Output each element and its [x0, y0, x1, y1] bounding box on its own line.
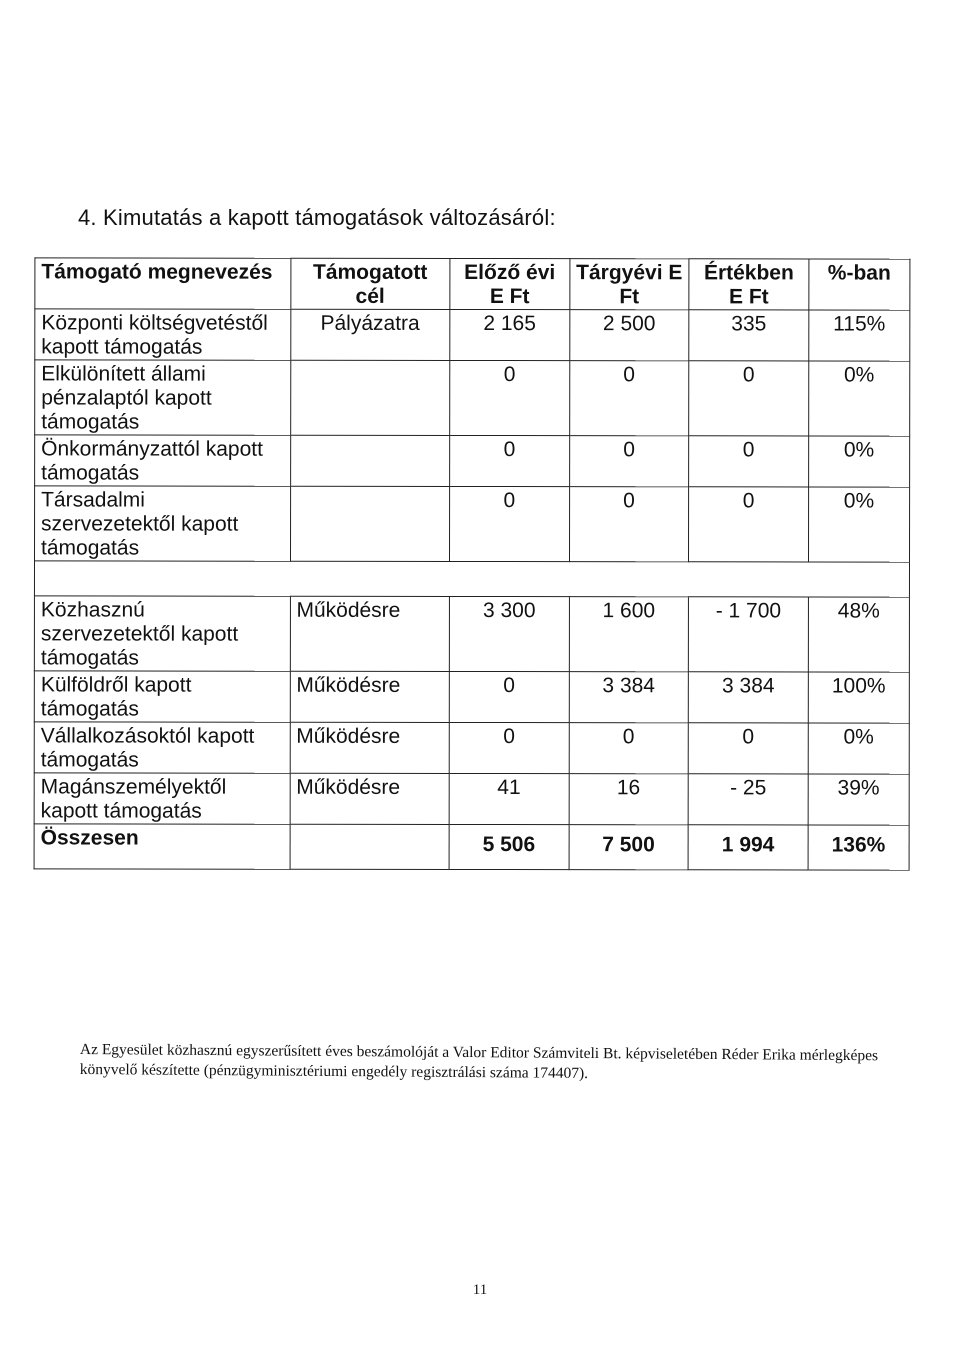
row-previous: 2 165 — [450, 309, 570, 360]
row-supporter: Magánszemélyektől kapott támogatás — [34, 773, 290, 824]
row-goal: Működésre — [290, 671, 450, 722]
header-goal: Támogatott cél — [290, 258, 450, 309]
row-percent: 0% — [808, 361, 909, 436]
row-goal: Működésre — [290, 596, 450, 671]
row-percent: 0% — [808, 723, 909, 774]
row-difference: 3 384 — [688, 672, 808, 723]
table-row — [34, 596, 909, 672]
page-title: 4. Kimutatás a kapott támogatások változásáról: — [78, 205, 556, 230]
row-supporter: Vállalkozásoktól kapott támogatás — [34, 722, 290, 773]
row-goal — [290, 486, 450, 561]
table-row — [34, 773, 909, 825]
row-current: 0 — [569, 361, 689, 436]
row-percent: 39% — [808, 774, 909, 825]
row-current: 16 — [569, 774, 689, 825]
row-difference: - 25 — [688, 774, 808, 825]
table-row — [35, 360, 910, 436]
row-supporter: Közhasznú szervezetektől kapott támogatás — [34, 596, 290, 671]
row-percent: 48% — [808, 597, 909, 672]
row-difference: 0 — [689, 487, 809, 562]
row-current: 0 — [569, 723, 689, 774]
row-supporter: Központi költségvetéstől kapott támogatás — [35, 309, 291, 360]
row-previous: 0 — [450, 435, 570, 486]
row-current: 2 500 — [569, 310, 689, 361]
total-label: Összesen — [34, 824, 290, 869]
row-supporter: Elkülönített állami pénzalaptól kapott támogatás — [35, 360, 291, 435]
row-supporter: Önkormányzattól kapott támogatás — [35, 435, 291, 486]
preparer-footnote: Az Egyesület közhasznú egyszerűsített éves beszámolóját a Valor Editor Számviteli Bt. képviseletében Réder Erika mérlegképes könyvelő készítette (pénzügyminisztériumi engedély regisztrálási száma 174407). — [79, 1041, 879, 1082]
total-previous: 5 506 — [449, 824, 569, 869]
table-row — [34, 671, 909, 723]
row-difference: 0 — [688, 723, 808, 774]
row-supporter: Társadalmi szervezetektől kapott támogatás — [35, 486, 291, 561]
row-previous: 0 — [450, 360, 570, 435]
row-previous: 41 — [449, 773, 569, 824]
header-current-year: Tárgyévi E Ft — [569, 259, 689, 310]
row-current: 0 — [569, 436, 689, 487]
row-previous: 0 — [449, 671, 569, 722]
support-change-table — [34, 257, 911, 870]
total-row — [34, 824, 909, 870]
table-spacer-row — [34, 561, 909, 597]
row-percent: 115% — [809, 310, 910, 361]
header-previous-year: Előző évi E Ft — [450, 258, 570, 309]
row-supporter: Külföldről kapott támogatás — [34, 671, 290, 722]
table-row — [35, 435, 910, 487]
header-supporter: Támogató megnevezés — [35, 258, 291, 309]
spacer-cell — [34, 561, 909, 597]
total-goal — [290, 824, 450, 869]
row-difference: 335 — [689, 310, 809, 361]
row-current: 0 — [569, 487, 689, 562]
row-percent: 0% — [808, 436, 909, 487]
row-difference: 0 — [689, 361, 809, 436]
row-percent: 100% — [808, 672, 909, 723]
table-row — [34, 722, 909, 774]
total-difference: 1 994 — [688, 825, 808, 870]
row-previous: 3 300 — [449, 596, 569, 671]
total-current: 7 500 — [569, 825, 689, 870]
row-difference: 0 — [689, 436, 809, 487]
row-current: 1 600 — [569, 597, 689, 672]
row-percent: 0% — [808, 487, 909, 562]
table-row — [35, 486, 910, 562]
header-value-change: Értékben E Ft — [689, 259, 809, 310]
page-number: 11 — [472, 1282, 488, 1298]
row-goal: Pályázatra — [290, 309, 450, 360]
header-percent: %-ban — [809, 259, 910, 310]
total-percent: 136% — [808, 825, 909, 870]
row-difference: - 1 700 — [689, 597, 809, 672]
row-goal: Működésre — [290, 722, 450, 773]
table-header-row — [35, 258, 910, 310]
row-goal: Működésre — [290, 773, 450, 824]
row-previous: 0 — [450, 486, 570, 561]
row-goal — [290, 360, 450, 435]
row-goal — [290, 435, 450, 486]
table-row — [35, 309, 910, 361]
row-current: 3 384 — [569, 672, 689, 723]
row-previous: 0 — [449, 722, 569, 773]
